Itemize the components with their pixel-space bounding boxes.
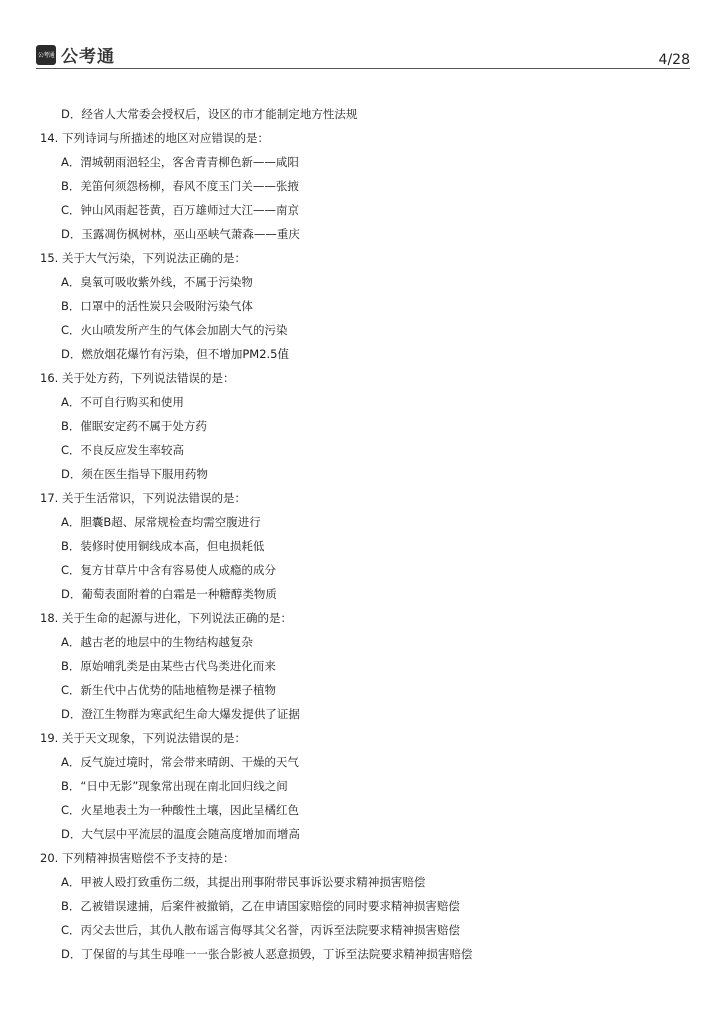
answer-option: A．不可自行购买和使用 — [61, 395, 184, 409]
question-list — [40, 102, 690, 966]
brand-logo — [36, 42, 115, 67]
answer-option: B．乙被错误逮捕，后案件被撤销，乙在申请国家赔偿的同时要求精神损害赔偿 — [61, 899, 460, 913]
question-stem: 16. 关于处方药，下列说法错误的是： — [40, 371, 235, 385]
answer-option: A．越古老的地层中的生物结构越复杂 — [61, 635, 253, 649]
answer-option: C．复方甘草片中含有容易使人成瘾的成分 — [61, 563, 277, 577]
answer-option: D．须在医生指导下服用药物 — [61, 467, 208, 481]
answer-option: B．原始哺乳类是由某些古代鸟类进化而来 — [61, 659, 276, 673]
question-stem: 19. 关于天文现象，下列说法错误的是： — [40, 731, 246, 745]
question-stem: 20. 下列精神损害赔偿不予支持的是： — [40, 851, 235, 865]
answer-option: B．催眠安定药不属于处方药 — [61, 419, 207, 433]
answer-option: A．反气旋过境时，常会带来晴朗、干燥的天气 — [61, 755, 299, 769]
answer-option: C．钟山风雨起苍黄，百万雄师过大江——南京 — [61, 203, 300, 217]
answer-option: A．臭氧可吸收紫外线，不属于污染物 — [61, 275, 253, 289]
question-stem: 14. 下列诗词与所描述的地区对应错误的是： — [40, 131, 269, 145]
answer-option: A．渭城朝雨浥轻尘，客舍青青柳色新——咸阳 — [61, 155, 299, 169]
answer-option: C．丙父去世后，其仇人散布谣言侮辱其父名誉，丙诉至法院要求精神损害赔偿 — [61, 923, 461, 937]
answer-option: A．胆囊B超、尿常规检查均需空腹进行 — [61, 515, 261, 529]
question-stem: 15. 关于大气污染，下列说法正确的是： — [40, 251, 246, 265]
question-stem: 18. 关于生命的起源与进化，下列说法正确的是： — [40, 611, 292, 625]
page-header — [36, 40, 690, 70]
answer-option: C．火星地表土为一种酸性土壤，因此呈橘红色 — [61, 803, 300, 817]
answer-option: C．不良反应发生率较高 — [61, 443, 185, 457]
logo-text: 公考通 — [61, 47, 115, 67]
answer-option: D．澄江生物群为寒武纪生命大爆发提供了证据 — [61, 707, 300, 721]
answer-option: B．羌笛何须怨杨柳，春风不度玉门关——张掖 — [61, 179, 299, 193]
page-number: 4/28 — [658, 52, 690, 68]
answer-option: D．燃放烟花爆竹有污染，但不增加PM2.5值 — [61, 347, 289, 361]
answer-option: D．葡萄表面附着的白霜是一种糖醇类物质 — [61, 587, 277, 601]
answer-option: D．经省人大常委会授权后，设区的市才能制定地方性法规 — [61, 107, 358, 121]
answer-option: B．口罩中的活性炭只会吸附污染气体 — [61, 299, 253, 313]
answer-option: D．大气层中平流层的温度会随高度增加而增高 — [61, 827, 300, 841]
answer-option: D．玉露凋伤枫树林，巫山巫峡气萧森——重庆 — [61, 227, 300, 241]
logo-mark-text: 公考通 — [37, 52, 55, 59]
answer-option: B．装修时使用铜线成本高，但电损耗低 — [61, 539, 265, 553]
question-stem: 17. 关于生活常识，下列说法错误的是： — [40, 491, 246, 505]
answer-option: B．“日中无影”现象常出现在南北回归线之间 — [61, 779, 288, 793]
answer-option: D．丁保留的与其生母唯一一张合影被人恶意损毁，丁诉至法院要求精神损害赔偿 — [61, 947, 473, 961]
answer-option: A．甲被人殴打致重伤二级，其提出刑事附带民事诉讼要求精神损害赔偿 — [61, 875, 426, 889]
answer-option: C．新生代中占优势的陆地植物是裸子植物 — [61, 683, 277, 697]
header-divider — [36, 68, 690, 69]
answer-option: C．火山喷发所产生的气体会加剧大气的污染 — [61, 323, 288, 337]
logo-icon — [36, 45, 56, 65]
